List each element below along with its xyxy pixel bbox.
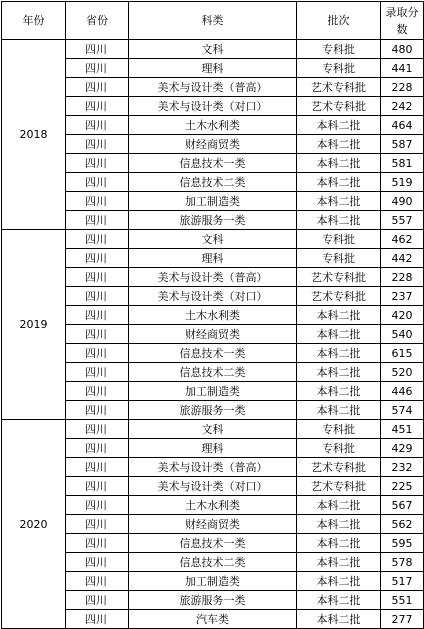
subject-cell: 美术与设计类（普高）: [129, 268, 297, 287]
batch-cell: 本科二批: [297, 382, 381, 401]
province-cell: 四川: [66, 268, 129, 287]
header-batch: 批次: [297, 2, 381, 40]
score-cell: 557: [381, 211, 424, 230]
province-cell: 四川: [66, 496, 129, 515]
province-cell: 四川: [66, 477, 129, 496]
batch-cell: 本科二批: [297, 496, 381, 515]
subject-cell: 文科: [129, 420, 297, 439]
batch-cell: 本科二批: [297, 344, 381, 363]
batch-cell: 本科二批: [297, 173, 381, 192]
score-cell: 574: [381, 401, 424, 420]
table-row: [2, 230, 424, 249]
table-row: [2, 401, 424, 420]
province-cell: 四川: [66, 249, 129, 268]
subject-cell: 加工制造类: [129, 192, 297, 211]
batch-cell: 专科批: [297, 40, 381, 59]
subject-cell: 信息技术一类: [129, 154, 297, 173]
province-cell: 四川: [66, 78, 129, 97]
score-cell: 462: [381, 230, 424, 249]
province-cell: 四川: [66, 344, 129, 363]
batch-cell: 本科二批: [297, 401, 381, 420]
subject-cell: 理科: [129, 249, 297, 268]
batch-cell: 专科批: [297, 59, 381, 78]
table-row: [2, 325, 424, 344]
table-row: [2, 477, 424, 496]
batch-cell: 本科二批: [297, 572, 381, 591]
batch-cell: 艺术专科批: [297, 458, 381, 477]
score-cell: 517: [381, 572, 424, 591]
subject-cell: 财经商贸类: [129, 135, 297, 154]
subject-cell: 信息技术一类: [129, 534, 297, 553]
score-cell: 228: [381, 78, 424, 97]
table-row: [2, 420, 424, 439]
subject-cell: 土木水利类: [129, 116, 297, 135]
header-subject: 科类: [129, 2, 297, 40]
subject-cell: 旅游服务一类: [129, 591, 297, 610]
subject-cell: 理科: [129, 59, 297, 78]
score-cell: 429: [381, 439, 424, 458]
batch-cell: 本科二批: [297, 553, 381, 572]
score-cell: 451: [381, 420, 424, 439]
table-row: [2, 458, 424, 477]
subject-cell: 美术与设计类（对口）: [129, 477, 297, 496]
table-row: [2, 363, 424, 382]
subject-cell: 美术与设计类（对口）: [129, 97, 297, 116]
batch-cell: 本科二批: [297, 306, 381, 325]
province-cell: 四川: [66, 97, 129, 116]
table-row: [2, 78, 424, 97]
score-cell: 464: [381, 116, 424, 135]
province-cell: 四川: [66, 135, 129, 154]
batch-cell: 本科二批: [297, 116, 381, 135]
province-cell: 四川: [66, 59, 129, 78]
score-cell: 237: [381, 287, 424, 306]
table-row: [2, 173, 424, 192]
batch-cell: 本科二批: [297, 325, 381, 344]
province-cell: 四川: [66, 173, 129, 192]
batch-cell: 专科批: [297, 230, 381, 249]
batch-cell: 本科二批: [297, 515, 381, 534]
table-row: [2, 306, 424, 325]
province-cell: 四川: [66, 230, 129, 249]
batch-cell: 本科二批: [297, 534, 381, 553]
province-cell: 四川: [66, 572, 129, 591]
province-cell: 四川: [66, 116, 129, 135]
score-cell: 420: [381, 306, 424, 325]
score-cell: 587: [381, 135, 424, 154]
table-row: [2, 344, 424, 363]
province-cell: 四川: [66, 211, 129, 230]
table-row: [2, 211, 424, 230]
table-row: [2, 515, 424, 534]
batch-cell: 专科批: [297, 249, 381, 268]
province-cell: 四川: [66, 401, 129, 420]
table-row: [2, 40, 424, 59]
province-cell: 四川: [66, 40, 129, 59]
province-cell: 四川: [66, 534, 129, 553]
score-cell: 520: [381, 363, 424, 382]
province-cell: 四川: [66, 515, 129, 534]
year-cell: 2020: [2, 420, 66, 629]
subject-cell: 文科: [129, 230, 297, 249]
batch-cell: 本科二批: [297, 363, 381, 382]
batch-cell: 本科二批: [297, 135, 381, 154]
subject-cell: 加工制造类: [129, 382, 297, 401]
province-cell: 四川: [66, 382, 129, 401]
score-cell: 562: [381, 515, 424, 534]
province-cell: 四川: [66, 420, 129, 439]
year-cell: 2019: [2, 230, 66, 420]
table-row: [2, 97, 424, 116]
table-body: [2, 40, 424, 629]
batch-cell: 本科二批: [297, 211, 381, 230]
subject-cell: 加工制造类: [129, 572, 297, 591]
subject-cell: 信息技术二类: [129, 363, 297, 382]
subject-cell: 文科: [129, 40, 297, 59]
subject-cell: 旅游服务一类: [129, 211, 297, 230]
table-row: [2, 192, 424, 211]
batch-cell: 专科批: [297, 439, 381, 458]
score-cell: 519: [381, 173, 424, 192]
province-cell: 四川: [66, 591, 129, 610]
subject-cell: 旅游服务一类: [129, 401, 297, 420]
subject-cell: 信息技术二类: [129, 173, 297, 192]
score-cell: 228: [381, 268, 424, 287]
score-cell: 232: [381, 458, 424, 477]
batch-cell: 专科批: [297, 420, 381, 439]
subject-cell: 理科: [129, 439, 297, 458]
admission-score-table: [1, 1, 424, 629]
score-cell: 595: [381, 534, 424, 553]
province-cell: 四川: [66, 610, 129, 629]
table-row: [2, 287, 424, 306]
table-row: [2, 553, 424, 572]
batch-cell: 艺术专科批: [297, 268, 381, 287]
score-cell: 242: [381, 97, 424, 116]
score-cell: 578: [381, 553, 424, 572]
score-cell: 551: [381, 591, 424, 610]
table-row: [2, 572, 424, 591]
table-row: [2, 534, 424, 553]
score-cell: 490: [381, 192, 424, 211]
score-cell: 442: [381, 249, 424, 268]
subject-cell: 信息技术一类: [129, 344, 297, 363]
table-row: [2, 116, 424, 135]
subject-cell: 土木水利类: [129, 496, 297, 515]
batch-cell: 艺术专科批: [297, 97, 381, 116]
province-cell: 四川: [66, 363, 129, 382]
table-row: [2, 154, 424, 173]
score-cell: 225: [381, 477, 424, 496]
batch-cell: 本科二批: [297, 154, 381, 173]
table-row: [2, 591, 424, 610]
score-cell: 567: [381, 496, 424, 515]
table-row: [2, 496, 424, 515]
header-score: 录取分数: [381, 2, 424, 40]
batch-cell: 艺术专科批: [297, 78, 381, 97]
subject-cell: 美术与设计类（对口）: [129, 287, 297, 306]
subject-cell: 美术与设计类（普高）: [129, 78, 297, 97]
subject-cell: 信息技术二类: [129, 553, 297, 572]
table-row: [2, 249, 424, 268]
table-row: [2, 59, 424, 78]
year-cell: 2018: [2, 40, 66, 230]
batch-cell: 艺术专科批: [297, 477, 381, 496]
score-cell: 277: [381, 610, 424, 629]
score-cell: 540: [381, 325, 424, 344]
table-row: [2, 439, 424, 458]
province-cell: 四川: [66, 154, 129, 173]
province-cell: 四川: [66, 439, 129, 458]
province-cell: 四川: [66, 553, 129, 572]
score-cell: 480: [381, 40, 424, 59]
header-province: 省份: [66, 2, 129, 40]
province-cell: 四川: [66, 325, 129, 344]
score-cell: 615: [381, 344, 424, 363]
header-year: 年份: [2, 2, 66, 40]
table-row: [2, 382, 424, 401]
province-cell: 四川: [66, 287, 129, 306]
table-row: [2, 610, 424, 629]
table-row: [2, 135, 424, 154]
score-cell: 446: [381, 382, 424, 401]
batch-cell: 本科二批: [297, 591, 381, 610]
header-row: [2, 2, 424, 40]
subject-cell: 财经商贸类: [129, 325, 297, 344]
batch-cell: 艺术专科批: [297, 287, 381, 306]
table-row: [2, 268, 424, 287]
score-cell: 581: [381, 154, 424, 173]
subject-cell: 美术与设计类（普高）: [129, 458, 297, 477]
score-cell: 441: [381, 59, 424, 78]
subject-cell: 汽车类: [129, 610, 297, 629]
batch-cell: 本科二批: [297, 610, 381, 629]
province-cell: 四川: [66, 458, 129, 477]
batch-cell: 本科二批: [297, 192, 381, 211]
subject-cell: 财经商贸类: [129, 515, 297, 534]
subject-cell: 土木水利类: [129, 306, 297, 325]
province-cell: 四川: [66, 306, 129, 325]
province-cell: 四川: [66, 192, 129, 211]
